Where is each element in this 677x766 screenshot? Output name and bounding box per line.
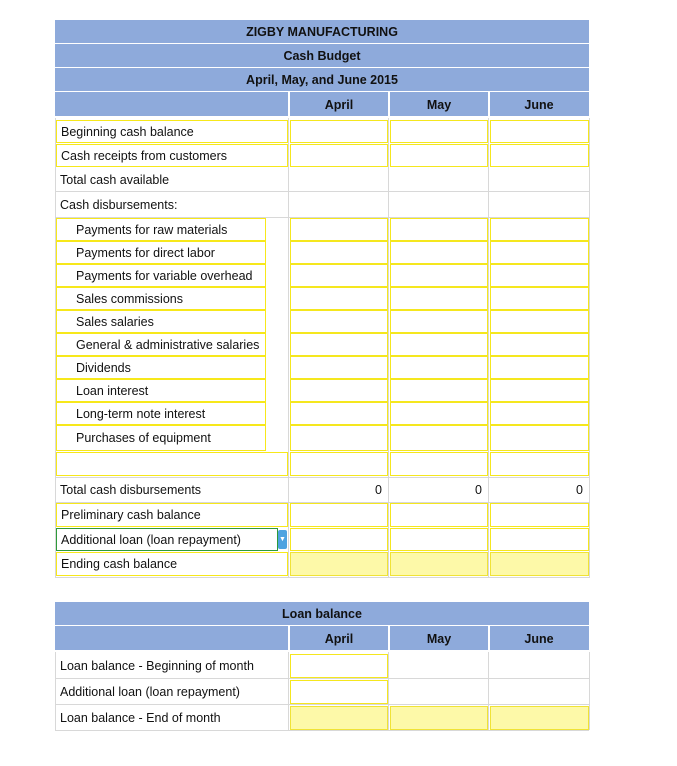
input-cell-dividends-june[interactable] bbox=[490, 356, 589, 379]
column-header-may: May bbox=[426, 98, 452, 112]
input-cell-blank-april[interactable] bbox=[290, 452, 388, 476]
input-cell-purchases-equipment-april[interactable] bbox=[290, 425, 388, 451]
row-label-preliminary-cash: Preliminary cash balance bbox=[56, 503, 288, 527]
input-cell-beginning-cash-april[interactable] bbox=[290, 120, 388, 143]
row-label-ending-cash: Ending cash balance bbox=[56, 552, 288, 576]
input-cell-variable-overhead-june[interactable] bbox=[490, 264, 589, 287]
loan-column-header-june: June bbox=[524, 632, 554, 646]
input-cell-dividends-april[interactable] bbox=[290, 356, 388, 379]
loan-input-end-may[interactable] bbox=[390, 706, 488, 730]
input-cell-preliminary-may[interactable] bbox=[390, 503, 488, 527]
grid-line bbox=[589, 118, 590, 578]
column-header-april: April bbox=[324, 98, 354, 112]
loan-row-label-additional: Additional loan (loan repayment) bbox=[60, 684, 240, 699]
input-cell-beginning-cash-may[interactable] bbox=[390, 120, 488, 143]
input-cell-direct-labor-june[interactable] bbox=[490, 241, 589, 264]
row-label-raw-materials: Payments for raw materials bbox=[56, 218, 266, 241]
company-name: ZIGBY MANUFACTURING bbox=[246, 25, 398, 39]
input-cell-sales-salaries-april[interactable] bbox=[290, 310, 388, 333]
chevron-down-icon: ▼ bbox=[279, 536, 286, 543]
loan-column-header-april: April bbox=[324, 632, 354, 646]
input-cell-sales-commissions-may[interactable] bbox=[390, 287, 488, 310]
input-cell-cash-receipts-june[interactable] bbox=[490, 144, 589, 167]
input-cell-loan-interest-may[interactable] bbox=[390, 379, 488, 402]
total-disbursements-june: 0 bbox=[576, 482, 583, 497]
input-cell-ending-cash-june[interactable] bbox=[490, 552, 589, 576]
input-cell-raw-materials-june[interactable] bbox=[490, 218, 589, 241]
column-header-june: June bbox=[524, 98, 554, 112]
row-label-total-available: Total cash available bbox=[60, 172, 170, 187]
loan-row-label-end: Loan balance - End of month bbox=[60, 710, 221, 725]
input-cell-ga-salaries-june[interactable] bbox=[490, 333, 589, 356]
input-cell-sales-commissions-june[interactable] bbox=[490, 287, 589, 310]
input-cell-variable-overhead-may[interactable] bbox=[390, 264, 488, 287]
input-cell-ending-cash-april[interactable] bbox=[290, 552, 388, 576]
loan-balance-title: Loan balance bbox=[282, 607, 362, 621]
input-cell-raw-materials-april[interactable] bbox=[290, 218, 388, 241]
loan-input-additional-april[interactable] bbox=[290, 680, 388, 704]
input-cell-ga-salaries-april[interactable] bbox=[290, 333, 388, 356]
input-cell-preliminary-june[interactable] bbox=[490, 503, 589, 527]
loan-input-beginning-april[interactable] bbox=[290, 654, 388, 678]
input-cell-long-term-note-interest-april[interactable] bbox=[290, 402, 388, 425]
additional-loan-dropdown-button[interactable] bbox=[278, 530, 287, 549]
grid-line bbox=[55, 730, 589, 731]
input-cell-blank-may[interactable] bbox=[390, 452, 488, 476]
input-cell-purchases-equipment-may[interactable] bbox=[390, 425, 488, 451]
input-cell-loan-interest-june[interactable] bbox=[490, 379, 589, 402]
grid-line bbox=[388, 118, 389, 578]
input-cell-preliminary-april[interactable] bbox=[290, 503, 388, 527]
row-label-direct-labor: Payments for direct labor bbox=[56, 241, 266, 264]
input-cell-blank-june[interactable] bbox=[490, 452, 589, 476]
row-label-blank-input[interactable] bbox=[56, 452, 288, 476]
row-label-purchases-equipment: Purchases of equipment bbox=[56, 425, 266, 451]
input-cell-ending-cash-may[interactable] bbox=[390, 552, 488, 576]
row-label-beginning-cash: Beginning cash balance bbox=[56, 120, 288, 143]
input-cell-long-term-note-interest-june[interactable] bbox=[490, 402, 589, 425]
input-cell-loan-interest-april[interactable] bbox=[290, 379, 388, 402]
row-label-sales-salaries: Sales salaries bbox=[56, 310, 266, 333]
input-cell-cash-receipts-may[interactable] bbox=[390, 144, 488, 167]
loan-column-header-may: May bbox=[426, 632, 452, 646]
grid-line bbox=[55, 577, 589, 578]
grid-line bbox=[288, 118, 289, 578]
grid-line bbox=[589, 652, 590, 730]
input-cell-beginning-cash-june[interactable] bbox=[490, 120, 589, 143]
loan-input-end-april[interactable] bbox=[290, 706, 388, 730]
input-cell-variable-overhead-april[interactable] bbox=[290, 264, 388, 287]
grid-line bbox=[388, 652, 389, 730]
row-label-variable-overhead: Payments for variable overhead bbox=[56, 264, 266, 287]
grid-line bbox=[288, 652, 289, 730]
input-cell-additional-loan-april[interactable] bbox=[290, 528, 388, 551]
input-cell-purchases-equipment-june[interactable] bbox=[490, 425, 589, 451]
input-cell-direct-labor-april[interactable] bbox=[290, 241, 388, 264]
loan-input-end-june[interactable] bbox=[490, 706, 589, 730]
row-label-dividends: Dividends bbox=[56, 356, 266, 379]
input-cell-ga-salaries-may[interactable] bbox=[390, 333, 488, 356]
row-label-additional-loan: Additional loan (loan repayment) bbox=[56, 528, 278, 551]
row-label-total-disbursements: Total cash disbursements bbox=[60, 482, 202, 497]
grid-line bbox=[488, 652, 489, 730]
row-label-sales-commissions: Sales commissions bbox=[56, 287, 266, 310]
loan-row-label-beginning: Loan balance - Beginning of month bbox=[60, 658, 254, 673]
report-period: April, May, and June 2015 bbox=[246, 73, 398, 87]
row-label-cash-receipts: Cash receipts from customers bbox=[56, 144, 288, 167]
input-cell-dividends-may[interactable] bbox=[390, 356, 488, 379]
row-label-long-term-note-interest: Long-term note interest bbox=[56, 402, 266, 425]
input-cell-sales-salaries-may[interactable] bbox=[390, 310, 488, 333]
report-title: Cash Budget bbox=[283, 49, 361, 63]
grid-line bbox=[55, 191, 589, 192]
input-cell-cash-receipts-april[interactable] bbox=[290, 144, 388, 167]
row-label-disbursements-heading: Cash disbursements: bbox=[60, 198, 178, 212]
input-cell-additional-loan-may[interactable] bbox=[390, 528, 488, 551]
total-disbursements-may: 0 bbox=[475, 482, 482, 497]
input-cell-sales-salaries-june[interactable] bbox=[490, 310, 589, 333]
input-cell-sales-commissions-april[interactable] bbox=[290, 287, 388, 310]
input-cell-additional-loan-june[interactable] bbox=[490, 528, 589, 551]
row-label-loan-interest: Loan interest bbox=[56, 379, 266, 402]
input-cell-direct-labor-may[interactable] bbox=[390, 241, 488, 264]
input-cell-long-term-note-interest-may[interactable] bbox=[390, 402, 488, 425]
total-disbursements-april: 0 bbox=[375, 482, 382, 497]
input-cell-raw-materials-may[interactable] bbox=[390, 218, 488, 241]
row-label-ga-salaries: General & administrative salaries bbox=[56, 333, 266, 356]
grid-line bbox=[488, 118, 489, 578]
